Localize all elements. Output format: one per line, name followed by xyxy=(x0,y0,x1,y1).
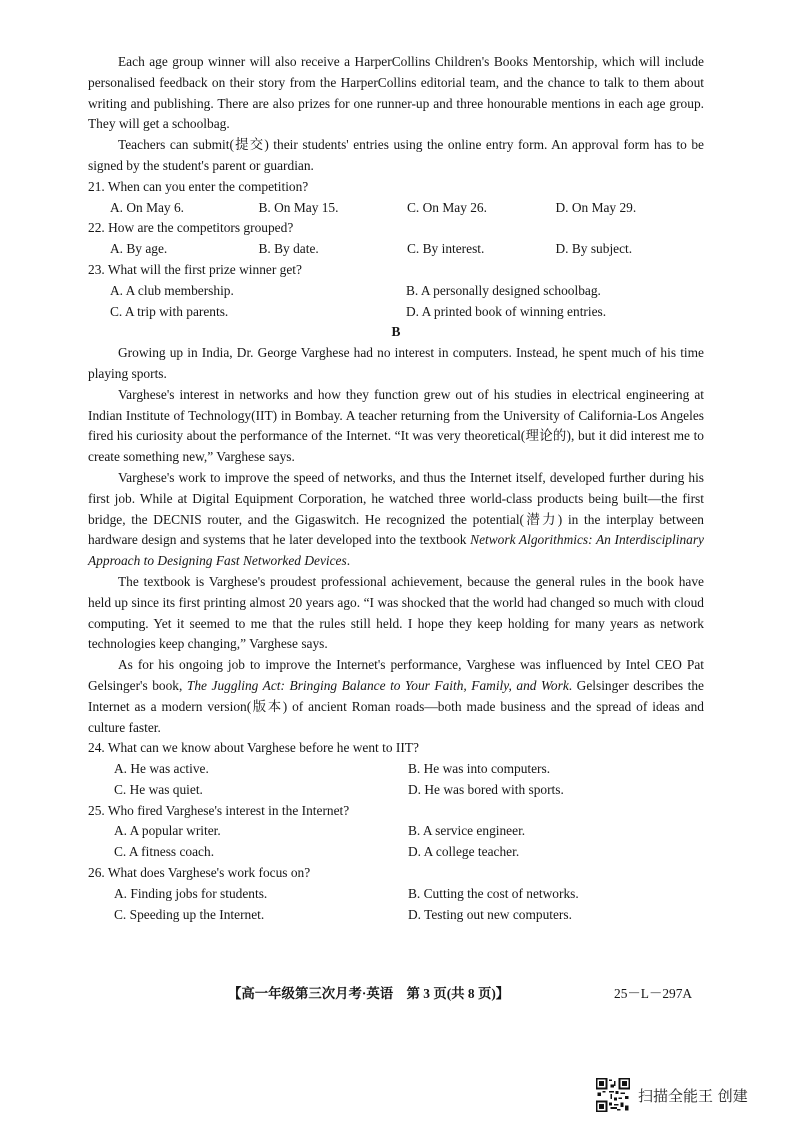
passage-a-paragraph: Each age group winner will also receive a HarperCollins Children's Books Mentorship, which will include personalised feedback on their story from the HarperCollins editorial team, and the chance to talk to them about writing and publishing. There are also prizes for one runner-up and three honourable mentions in each age group. They will get a schoolbag. xyxy=(88,54,704,132)
paragraph-text: . Gelsinger describes the Internet as a modern version(版本) of ancient Roman roads—both made business and the spread of ideas and culture faster. xyxy=(88,677,704,735)
option: C. Speeding up the Internet. xyxy=(114,906,265,922)
options-row xyxy=(88,759,704,780)
option: A. On May 6. xyxy=(110,199,185,215)
option: B. A personally designed schoolbag. xyxy=(406,282,601,298)
option: C. A trip with parents. xyxy=(110,303,229,319)
options-row xyxy=(88,198,704,219)
option: D. On May 29. xyxy=(555,199,637,215)
question-22 xyxy=(88,218,704,260)
watermark-text: 扫描全能王 创建 xyxy=(638,1086,748,1105)
option: D. A printed book of winning entries. xyxy=(406,303,607,319)
options-row xyxy=(88,905,704,926)
passage-a-paragraph: Teachers can submit(提交) their students' entries using the online entry form. An approval form has to be signed by the student's parent or guardian. xyxy=(88,137,704,173)
paragraph-text: As for his ongoing job to improve the Internet's performance, Varghese was influenced by Intel CEO Pat Gelsinger's book, xyxy=(88,657,704,693)
passage-b-paragraph xyxy=(88,468,704,572)
question-25 xyxy=(88,801,704,863)
passage-b-paragraph xyxy=(88,655,704,738)
paper-code: 25－L－297A xyxy=(614,986,693,1001)
option: A. Finding jobs for students. xyxy=(114,885,268,901)
option: A. A popular writer. xyxy=(114,823,221,839)
scanner-watermark xyxy=(596,1078,748,1112)
option: D. Testing out new computers. xyxy=(408,906,572,922)
option: A. He was active. xyxy=(114,761,209,777)
option: B. On May 15. xyxy=(258,199,339,215)
passage-b-paragraph: Growing up in India, Dr. George Varghese had no interest in computers. Instead, he spent much of his time playing sports. xyxy=(88,345,704,381)
options-row xyxy=(88,302,704,323)
book-title: Network Algorithmics: An Interdisciplinary Approach to Designing Fast Networked Devices xyxy=(88,532,704,569)
option: D. A college teacher. xyxy=(408,844,520,860)
option: B. Cutting the cost of networks. xyxy=(408,885,579,901)
question-stem: 24. What can we know about Varghese before he went to IIT? xyxy=(88,740,419,756)
paragraph-text: Varghese's work to improve the speed of networks, and thus the Internet itself, developed further during his first job. While at Digital Equipment Corporation, he watched three world-class products being built—the first bridge, the DECNIS router, and the Gigaswitch. He recognized the potential(潜力) in the interplay between hardware design and systems that he later developed into the textbook xyxy=(88,469,704,548)
question-stem: 23. What will the first prize winner get? xyxy=(88,261,302,277)
options-row xyxy=(88,281,704,302)
option: C. On May 26. xyxy=(407,199,487,215)
options-row xyxy=(88,884,704,905)
option: B. A service engineer. xyxy=(408,823,526,839)
question-stem: 26. What does Varghese's work focus on? xyxy=(88,865,311,881)
section-heading: B xyxy=(391,324,401,340)
option: C. He was quiet. xyxy=(114,781,203,797)
passage-b-paragraph: The textbook is Varghese's proudest professional achievement, because the general rules in the book have held up since its first printing almost 20 years ago. “I was shocked that the world had changed so much with cloud computing. Yet it seemed to me that the rules still held. I hope they keep holding for many years as network technologies keep changing,” Varghese says. xyxy=(88,573,704,652)
passage-b-paragraph: Varghese's interest in networks and how they function grew out of his studies in electrical engineering at Indian Institute of Technology(IIT) in Bombay. A teacher returning from the University of California-Los Angeles fired his curiosity about the performance of the Internet. “It was very theoretical(理论的), but it did interest me to create something new,” Varghese says. xyxy=(88,386,704,465)
options-row xyxy=(88,842,704,863)
question-21 xyxy=(88,177,704,219)
question-23 xyxy=(88,260,704,322)
question-stem: 22. How are the competitors grouped? xyxy=(88,220,294,236)
option: A. By age. xyxy=(110,241,168,257)
option: B. He was into computers. xyxy=(408,761,551,777)
option: C. A fitness coach. xyxy=(114,844,215,860)
options-row xyxy=(88,780,704,801)
exam-page xyxy=(88,52,704,925)
option: D. He was bored with sports. xyxy=(408,781,564,797)
page-footer xyxy=(228,983,708,1002)
option: B. By date. xyxy=(258,241,319,257)
footer-title: 【高一年级第三次月考·英语 第 3 页(共 8 页)】 xyxy=(228,986,510,1001)
question-24 xyxy=(88,738,704,800)
book-title: The Juggling Act: Bringing Balance to Your Faith, Family, and Work xyxy=(186,677,569,693)
question-stem: 21. When can you enter the competition? xyxy=(88,178,309,194)
qr-code-icon xyxy=(596,1078,630,1112)
options-row xyxy=(88,239,704,260)
options-row xyxy=(88,821,704,842)
option: A. A club membership. xyxy=(110,282,234,298)
option: D. By subject. xyxy=(555,241,633,257)
question-stem: 25. Who fired Varghese's interest in the Internet? xyxy=(88,802,350,818)
question-26 xyxy=(88,863,704,925)
paragraph-text: . xyxy=(346,553,351,569)
option: C. By interest. xyxy=(407,241,485,257)
